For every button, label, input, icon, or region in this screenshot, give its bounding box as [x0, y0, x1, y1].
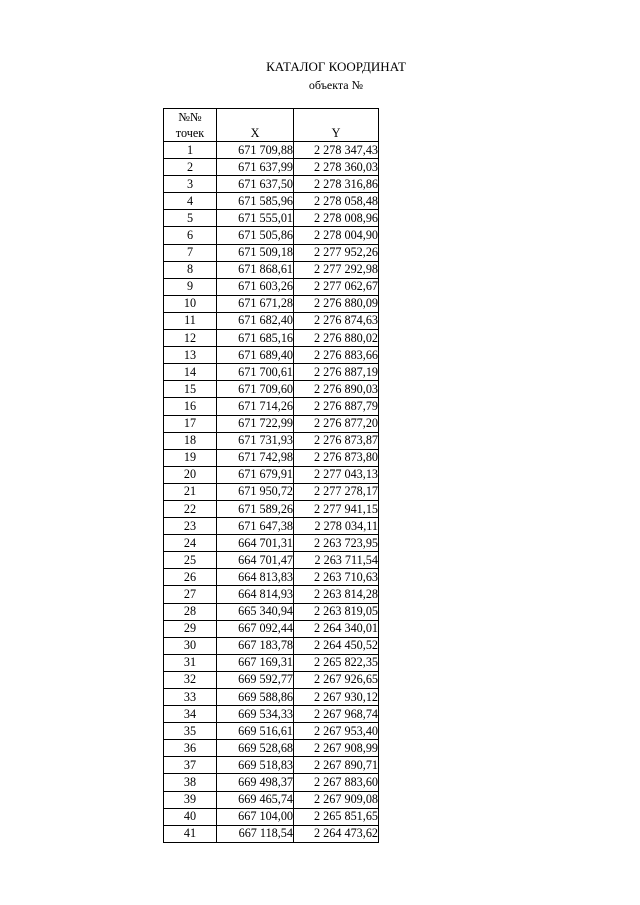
table-row: [164, 312, 379, 329]
table-row: [164, 466, 379, 483]
table-row: [164, 671, 379, 688]
x-coordinate-cell: 671 637,99: [217, 159, 294, 176]
y-coordinate-cell: 2 277 278,17: [294, 483, 379, 500]
y-coordinate-cell: 2 277 941,15: [294, 500, 379, 517]
x-coordinate-cell: 671 585,96: [217, 193, 294, 210]
point-number-cell: 13: [164, 347, 217, 364]
point-number-cell: 25: [164, 552, 217, 569]
table-row: [164, 227, 379, 244]
x-coordinate-cell: 669 518,83: [217, 757, 294, 774]
x-coordinate-cell: 669 516,61: [217, 723, 294, 740]
table-row: [164, 586, 379, 603]
header-point-number-line1: №№: [178, 110, 202, 124]
y-coordinate-cell: 2 263 710,63: [294, 569, 379, 586]
y-coordinate-cell: 2 265 822,35: [294, 654, 379, 671]
x-coordinate-cell: 664 701,31: [217, 535, 294, 552]
point-number-cell: 35: [164, 723, 217, 740]
point-number-cell: 17: [164, 415, 217, 432]
point-number-cell: 20: [164, 466, 217, 483]
y-coordinate-cell: 2 265 851,65: [294, 808, 379, 825]
x-coordinate-cell: 667 183,78: [217, 637, 294, 654]
y-coordinate-cell: 2 264 340,01: [294, 620, 379, 637]
page-title: КАТАЛОГ КООРДИНАТ: [266, 59, 406, 74]
table-row: [164, 654, 379, 671]
y-coordinate-cell: 2 277 062,67: [294, 278, 379, 295]
point-number-cell: 7: [164, 244, 217, 261]
page-subtitle: объекта №: [308, 78, 364, 92]
point-number-cell: 16: [164, 398, 217, 415]
table-body: [164, 142, 379, 843]
table-row: [164, 637, 379, 654]
point-number-cell: 11: [164, 312, 217, 329]
y-coordinate-cell: 2 267 968,74: [294, 706, 379, 723]
x-coordinate-cell: 669 534,33: [217, 706, 294, 723]
x-coordinate-cell: 671 689,40: [217, 347, 294, 364]
y-coordinate-cell: 2 276 874,63: [294, 312, 379, 329]
y-coordinate-cell: 2 278 360,03: [294, 159, 379, 176]
y-coordinate-cell: 2 276 887,19: [294, 364, 379, 381]
y-coordinate-cell: 2 276 883,66: [294, 347, 379, 364]
x-coordinate-cell: 671 505,86: [217, 227, 294, 244]
table-row: [164, 432, 379, 449]
point-number-cell: 18: [164, 432, 217, 449]
table-row: [164, 569, 379, 586]
y-coordinate-cell: 2 267 890,71: [294, 757, 379, 774]
x-coordinate-cell: 669 465,74: [217, 791, 294, 808]
point-number-cell: 10: [164, 295, 217, 312]
point-number-cell: 1: [164, 142, 217, 159]
table-row: [164, 603, 379, 620]
x-coordinate-cell: 671 709,88: [217, 142, 294, 159]
y-coordinate-cell: 2 267 926,65: [294, 671, 379, 688]
point-number-cell: 23: [164, 518, 217, 535]
y-coordinate-cell: 2 267 883,60: [294, 774, 379, 791]
table-row: [164, 535, 379, 552]
y-coordinate-cell: 2 278 058,48: [294, 193, 379, 210]
table-row: [164, 381, 379, 398]
header-x: X: [217, 109, 294, 142]
x-coordinate-cell: 667 169,31: [217, 654, 294, 671]
header-row: [164, 109, 379, 142]
y-coordinate-cell: 2 276 880,02: [294, 330, 379, 347]
y-coordinate-cell: 2 277 043,13: [294, 466, 379, 483]
y-coordinate-cell: 2 264 473,62: [294, 825, 379, 842]
header-y: Y: [294, 109, 379, 142]
table-row: [164, 518, 379, 535]
x-coordinate-cell: 671 671,28: [217, 295, 294, 312]
table-row: [164, 706, 379, 723]
x-coordinate-cell: 667 118,54: [217, 825, 294, 842]
x-coordinate-cell: 671 731,93: [217, 432, 294, 449]
y-coordinate-cell: 2 276 890,03: [294, 381, 379, 398]
x-coordinate-cell: 671 722,99: [217, 415, 294, 432]
x-coordinate-cell: 671 709,60: [217, 381, 294, 398]
x-coordinate-cell: 671 700,61: [217, 364, 294, 381]
table-row: [164, 398, 379, 415]
y-coordinate-cell: 2 278 034,11: [294, 518, 379, 535]
table-row: [164, 449, 379, 466]
point-number-cell: 31: [164, 654, 217, 671]
table-row: [164, 552, 379, 569]
y-coordinate-cell: 2 276 873,87: [294, 432, 379, 449]
point-number-cell: 9: [164, 278, 217, 295]
x-coordinate-cell: 671 589,26: [217, 500, 294, 517]
x-coordinate-cell: 669 528,68: [217, 740, 294, 757]
table-row: [164, 278, 379, 295]
point-number-cell: 15: [164, 381, 217, 398]
x-coordinate-cell: 671 679,91: [217, 466, 294, 483]
header-point-number: [164, 109, 217, 142]
table-row: [164, 723, 379, 740]
table-row: [164, 261, 379, 278]
y-coordinate-cell: 2 263 723,95: [294, 535, 379, 552]
table-row: [164, 808, 379, 825]
point-number-cell: 27: [164, 586, 217, 603]
table-row: [164, 159, 379, 176]
table-row: [164, 791, 379, 808]
x-coordinate-cell: 671 509,18: [217, 244, 294, 261]
y-coordinate-cell: 2 276 877,20: [294, 415, 379, 432]
x-coordinate-cell: 669 592,77: [217, 671, 294, 688]
table-row: [164, 757, 379, 774]
point-number-cell: 24: [164, 535, 217, 552]
point-number-cell: 38: [164, 774, 217, 791]
y-coordinate-cell: 2 277 292,98: [294, 261, 379, 278]
point-number-cell: 26: [164, 569, 217, 586]
point-number-cell: 36: [164, 740, 217, 757]
point-number-cell: 4: [164, 193, 217, 210]
point-number-cell: 2: [164, 159, 217, 176]
y-coordinate-cell: 2 276 880,09: [294, 295, 379, 312]
x-coordinate-cell: 671 637,50: [217, 176, 294, 193]
table-row: [164, 347, 379, 364]
header-point-number-line2: точек: [175, 126, 205, 140]
table-row: [164, 740, 379, 757]
y-coordinate-cell: 2 277 952,26: [294, 244, 379, 261]
point-number-cell: 5: [164, 210, 217, 227]
point-number-cell: 28: [164, 603, 217, 620]
y-coordinate-cell: 2 267 953,40: [294, 723, 379, 740]
x-coordinate-cell: 667 092,44: [217, 620, 294, 637]
y-coordinate-cell: 2 263 814,28: [294, 586, 379, 603]
point-number-cell: 29: [164, 620, 217, 637]
point-number-cell: 8: [164, 261, 217, 278]
table-row: [164, 415, 379, 432]
x-coordinate-cell: 664 813,83: [217, 569, 294, 586]
table-header: [164, 109, 379, 142]
y-coordinate-cell: 2 278 316,86: [294, 176, 379, 193]
table-row: [164, 176, 379, 193]
point-number-cell: 34: [164, 706, 217, 723]
point-number-cell: 33: [164, 689, 217, 706]
x-coordinate-cell: 667 104,00: [217, 808, 294, 825]
point-number-cell: 40: [164, 808, 217, 825]
table-row: [164, 295, 379, 312]
table-row: [164, 620, 379, 637]
point-number-cell: 12: [164, 330, 217, 347]
table-row: [164, 774, 379, 791]
table-row: [164, 825, 379, 842]
y-coordinate-cell: 2 267 909,08: [294, 791, 379, 808]
x-coordinate-cell: 671 647,38: [217, 518, 294, 535]
table-row: [164, 500, 379, 517]
y-coordinate-cell: 2 278 004,90: [294, 227, 379, 244]
table-row: [164, 193, 379, 210]
x-coordinate-cell: 671 555,01: [217, 210, 294, 227]
point-number-cell: 22: [164, 500, 217, 517]
x-coordinate-cell: 665 340,94: [217, 603, 294, 620]
table-row: [164, 364, 379, 381]
x-coordinate-cell: 669 588,86: [217, 689, 294, 706]
x-coordinate-cell: 664 814,93: [217, 586, 294, 603]
point-number-cell: 30: [164, 637, 217, 654]
x-coordinate-cell: 671 603,26: [217, 278, 294, 295]
x-coordinate-cell: 669 498,37: [217, 774, 294, 791]
point-number-cell: 14: [164, 364, 217, 381]
x-coordinate-cell: 664 701,47: [217, 552, 294, 569]
table-row: [164, 330, 379, 347]
coordinates-table: [163, 108, 379, 843]
y-coordinate-cell: 2 278 008,96: [294, 210, 379, 227]
y-coordinate-cell: 2 267 908,99: [294, 740, 379, 757]
y-coordinate-cell: 2 264 450,52: [294, 637, 379, 654]
x-coordinate-cell: 671 950,72: [217, 483, 294, 500]
point-number-cell: 6: [164, 227, 217, 244]
table-row: [164, 244, 379, 261]
point-number-cell: 3: [164, 176, 217, 193]
point-number-cell: 41: [164, 825, 217, 842]
y-coordinate-cell: 2 278 347,43: [294, 142, 379, 159]
point-number-cell: 37: [164, 757, 217, 774]
y-coordinate-cell: 2 267 930,12: [294, 689, 379, 706]
table-row: [164, 142, 379, 159]
table-row: [164, 210, 379, 227]
point-number-cell: 39: [164, 791, 217, 808]
y-coordinate-cell: 2 276 887,79: [294, 398, 379, 415]
point-number-cell: 19: [164, 449, 217, 466]
x-coordinate-cell: 671 685,16: [217, 330, 294, 347]
y-coordinate-cell: 2 263 711,54: [294, 552, 379, 569]
table-row: [164, 483, 379, 500]
point-number-cell: 21: [164, 483, 217, 500]
x-coordinate-cell: 671 868,61: [217, 261, 294, 278]
x-coordinate-cell: 671 714,26: [217, 398, 294, 415]
x-coordinate-cell: 671 742,98: [217, 449, 294, 466]
x-coordinate-cell: 671 682,40: [217, 312, 294, 329]
point-number-cell: 32: [164, 671, 217, 688]
table-row: [164, 689, 379, 706]
y-coordinate-cell: 2 276 873,80: [294, 449, 379, 466]
y-coordinate-cell: 2 263 819,05: [294, 603, 379, 620]
